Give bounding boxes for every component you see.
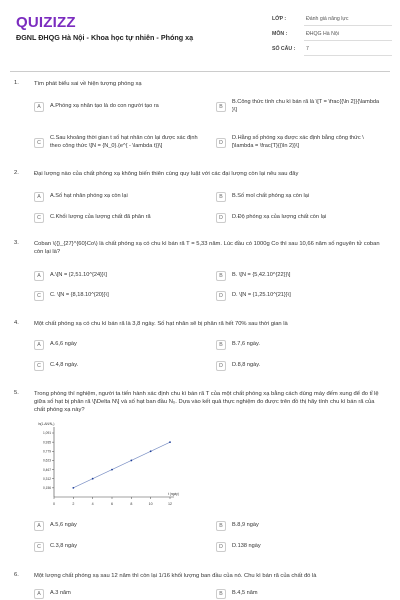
option-key: C: [34, 361, 44, 371]
option-key: D: [216, 291, 226, 301]
question-text: Tìm phát biểu sai về hiện tượng phóng xạ: [34, 81, 142, 87]
option-key: A: [34, 589, 44, 599]
option-key: C: [34, 213, 44, 223]
y-tick-label: 0,156: [43, 486, 51, 491]
question-text: Đại lượng nào của chất phóng xạ không biến thiên cùng quy luật với các đại lượng còn lại nêu sau đây: [34, 171, 299, 177]
option-text: A.Phóng xạ nhân tạo là do con người tạo ra: [50, 103, 159, 109]
option-text: D. \[N = {1,25.10^{21}}\]: [232, 292, 291, 298]
meta-lop-line: [304, 25, 392, 26]
question-number: 2.: [14, 170, 19, 176]
data-point: [111, 469, 113, 471]
option-key: D: [216, 542, 226, 552]
x-axis-label: t (ngày): [168, 492, 179, 496]
option-text: B.7,6 ngày.: [232, 341, 260, 347]
question-number: 6.: [14, 572, 19, 578]
decay-graph-svg: [30, 422, 180, 510]
data-point: [92, 478, 94, 480]
meta-mon: [272, 29, 392, 41]
option-key: A: [34, 102, 44, 112]
option-key: D: [216, 361, 226, 371]
meta-socau: [272, 44, 392, 56]
option-key: A: [34, 340, 44, 350]
data-point: [169, 441, 171, 443]
x-tick-label: 10: [148, 502, 153, 506]
option-text: B. \[N = {5,42.10^{22}}\]: [232, 272, 291, 278]
option-text: A.Số hạt nhân phóng xạ còn lại: [50, 193, 128, 199]
data-point: [130, 460, 132, 462]
option-key: D: [216, 138, 226, 148]
option-text: A.\[N = {2,51.10^{24}}\]: [50, 272, 107, 278]
decay-graph: [30, 422, 180, 510]
y-tick-label: 0,467: [43, 467, 51, 472]
option-key: A: [34, 521, 44, 531]
option-text: B.8,9 ngày: [232, 522, 259, 528]
option-text: A.6,6 ngày: [50, 341, 77, 347]
option-text: D.Độ phóng xạ của lượng chất còn lại: [232, 214, 327, 220]
x-tick-label: 0: [53, 502, 55, 506]
question-number: 4.: [14, 320, 19, 326]
y-tick-label: 0,623: [43, 458, 51, 463]
x-tick-label: 8: [130, 502, 133, 506]
option-text: A.3 năm: [50, 590, 71, 596]
option-key: D: [216, 213, 226, 223]
option-key: C: [34, 138, 44, 148]
y-tick-label: 1,091: [43, 431, 51, 436]
meta-lop: [272, 14, 392, 26]
y-tick-label: 0,779: [43, 449, 51, 454]
header-divider: [10, 71, 390, 72]
option-text: D.138 ngày: [232, 543, 261, 549]
option-text: B.4,5 năm: [232, 590, 258, 596]
option-text: C. \[N = {8,18.10^{20}}\]: [50, 292, 109, 298]
option-text: D.Hằng số phóng xạ được xác định bằng công thức \[\lambda = \frac{T}{{\ln 2}}\]: [232, 135, 364, 149]
y-tick-label: 0,935: [43, 440, 51, 445]
option-key: B: [216, 340, 226, 350]
option-text: B.Công thức tính chu kì bán rã là \[T = \frac{{\ln 2}}{\lambda }\]: [232, 99, 380, 113]
data-point: [72, 487, 74, 489]
question-text: Trong phòng thí nghiệm, người ta tiến hành xác định chu kì bán rã T của một chất phóng xạ bằng cách dùng máy đếm xung để đo tỉ lệ giữa số hạt bị phân rã \[\Delta N\] và số hạt ban đầu N₀. Dựa vào kết quả thực nghiệm đo được trên đồ thị hãy tính chu kì bán rã của chất phóng xạ này?: [34, 391, 379, 413]
meta-socau-line: [304, 55, 392, 56]
option-key: B: [216, 192, 226, 202]
option-text: A.5,6 ngày: [50, 522, 77, 528]
x-tick-label: 6: [111, 502, 113, 506]
question-number: 5.: [14, 390, 19, 396]
question-text: Một lượng chất phóng xạ sau 12 năm thì còn lại 1/16 khối lượng ban đầu của nó. Chu kì bán rã của chất đó là: [34, 573, 317, 579]
option-text: D.8,8 ngày.: [232, 362, 261, 368]
series-line: [73, 442, 170, 488]
option-key: B: [216, 589, 226, 599]
x-tick-label: 2: [72, 502, 75, 506]
option-text: B.Số mol chất phóng xạ còn lại: [232, 193, 310, 199]
worksheet-header: [0, 0, 400, 72]
option-key: B: [216, 271, 226, 281]
question-number: 1.: [14, 80, 19, 86]
option-text: C.3,8 ngày: [50, 543, 78, 549]
option-key: A: [34, 271, 44, 281]
question-number: 3.: [14, 240, 19, 246]
option-key: C: [34, 542, 44, 552]
meta-socau-label: SỐ CÂU :: [272, 46, 296, 52]
meta-lop-value: Đánh giá năng lực: [306, 16, 349, 22]
quizizz-logo: QUIZIZZ: [16, 14, 76, 31]
meta-socau-value: 7: [306, 46, 309, 52]
option-key: B: [216, 521, 226, 531]
y-tick-label: 0,312: [43, 476, 51, 481]
y-axis-label: ln(1-ΔN/N₀): [38, 422, 55, 426]
option-text: C.Khối lượng của lượng chất đã phân rã: [50, 214, 151, 220]
meta-mon-line: [304, 40, 392, 41]
worksheet-title: ĐGNL ĐHQG Hà Nội - Khoa học tự nhiên - Phóng xạ: [16, 33, 194, 42]
option-text: C.4,8 ngày.: [50, 362, 79, 368]
x-tick-label: 4: [91, 502, 94, 506]
option-key: B: [216, 102, 226, 112]
meta-mon-label: MÔN :: [272, 31, 288, 37]
x-tick-label: 12: [168, 502, 172, 506]
meta-mon-value: ĐHQG Hà Nội: [306, 31, 339, 37]
option-key: C: [34, 291, 44, 301]
option-text: C.Sau khoảng thời gian t số hạt nhân còn lại được xác định theo công thức \[N = {N_0}.{e^{ - \lambda t}}\]: [50, 135, 198, 149]
data-point: [150, 450, 152, 452]
meta-lop-label: LỚP :: [272, 16, 287, 22]
option-key: A: [34, 192, 44, 202]
question-text: Coban \({}_{27}^{60}Co\) là chất phóng xạ có chu kì bán rã T = 5,33 năm. Lúc đầu có 1000g Co thì sau 10,66 năm số nguyên tử coban còn lại là?: [34, 241, 380, 255]
question-text: Một chất phóng xạ có chu kì bán rã là 3,8 ngày. Số hạt nhân sẽ bị phân rã hết 70% sau thời gian là: [34, 321, 288, 327]
